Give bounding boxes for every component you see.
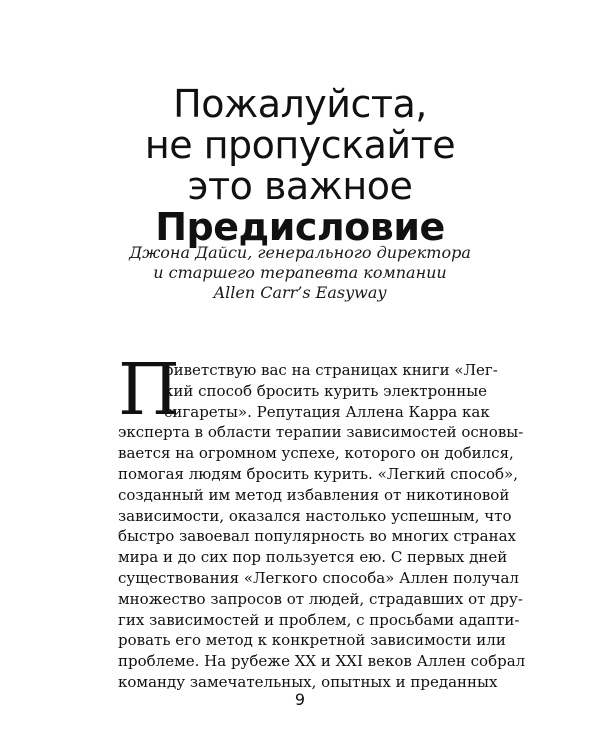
body-line: помогая людям бросить курить. «Легкий способ»,: [118, 464, 518, 483]
byline-line-3: Allen Carr’s Easyway: [213, 283, 387, 302]
body-line: гих зависимостей и проблем, с просьбами адапти-: [118, 610, 520, 629]
body-line: мира и до сих пор пользуется ею. С первых дней: [118, 548, 508, 567]
chapter-title: [0, 84, 600, 248]
author-byline: [0, 243, 600, 303]
body-line: вается на огромном успехе, которого он добился,: [118, 444, 514, 463]
byline-line-2: и старшего терапевта компании: [153, 263, 447, 282]
body-line: кий способ бросить курить электронные: [164, 381, 488, 400]
title-line-3: это важное: [187, 164, 413, 208]
drop-cap: П: [118, 348, 180, 431]
title-line-1: Пожалуйста,: [173, 82, 427, 126]
body-line: риветствую вас на страницах книги «Лег-: [164, 361, 498, 379]
title-line-2: не пропускайте: [144, 123, 456, 167]
page-number: 9: [294, 690, 306, 709]
body-line: множество запросов от людей, страдавших от дру-: [118, 589, 523, 608]
body-line: сигареты». Репутация Аллена Карра как: [164, 402, 490, 421]
body-line: существования «Легкого способа» Аллен получал: [118, 568, 519, 587]
body-line: команду замечательных, опытных и преданных: [118, 672, 498, 691]
body-line: зависимости, оказался настолько успешным, что: [118, 506, 512, 525]
body-line: ровать его метод к конкретной зависимости или: [118, 631, 506, 650]
body-paragraph: [118, 348, 526, 693]
body-line: эксперта в области терапии зависимостей основы-: [118, 423, 524, 442]
body-line: проблеме. На рубеже XX и XXI веков Аллен собрал: [118, 652, 526, 671]
body-line: созданный им метод избавления от никотиновой: [118, 485, 510, 504]
byline-line-1: Джона Дайси, генерального директора: [129, 243, 471, 262]
body-line: быстро завоевал популярность во многих странах: [118, 527, 517, 546]
title-bold-line: Предисловие: [155, 205, 445, 249]
